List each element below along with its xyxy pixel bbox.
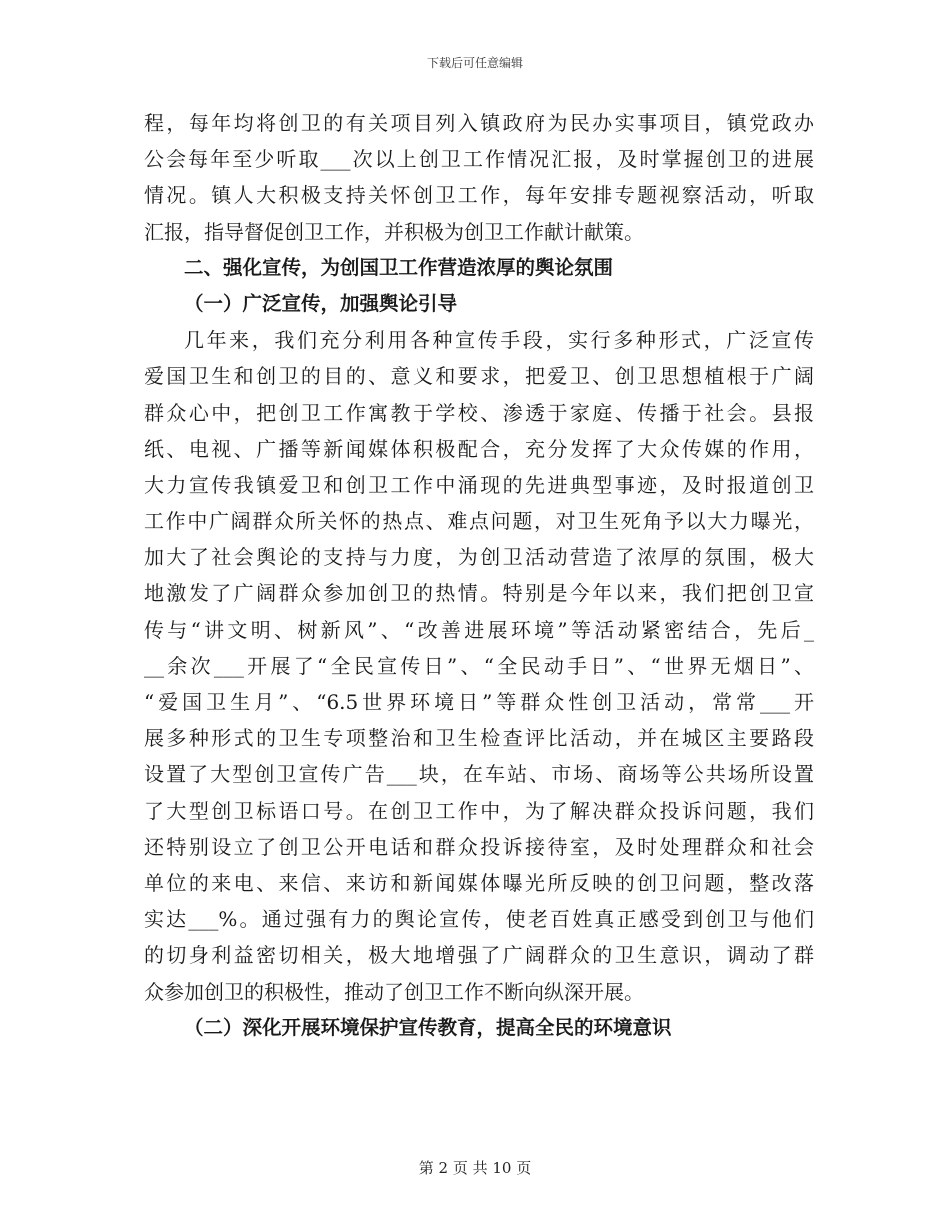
page-footer: 第 2 页 共 10 页 [418,1159,532,1177]
body-line: 传与“讲文明、树新风”、“改善进展环境”等活动紧密结合，先后_ [144,617,814,642]
body-line: 情况。镇人大积极支持关怀创卫工作，每年安排专题视察活动，听取 [144,183,814,208]
body-line: 程，每年均将创卫的有关项目列入镇政府为民办实事项目，镇党政办 [144,111,814,135]
body-line: 工作中广阔群众所关怀的热点、难点问题，对卫生死角予以大力曝光， [144,509,814,534]
body-line: 的切身利益密切相关，极大地增强了广阔群众的卫生意识，调动了群 [144,943,814,968]
body-line: 汇报，指导督促创卫工作，并积极为创卫工作献计献策。 [144,219,644,244]
body-line: 几年来，我们充分利用各种宣传手段，实行多种形式，广泛宣传 [184,328,814,353]
body-line: 群众心中，把创卫工作寓教于学校、渗透于家庭、传播于社会。县报 [144,400,814,425]
subsection-heading: （一）广泛宣传，加强舆论引导 [184,291,458,315]
body-line: 还特别设立了创卫公开电话和群众投诉接待室，及时处理群众和社会 [144,834,814,859]
body-line: 设置了大型创卫宣传广告___块，在车站、市场、商场等公共场所设置 [144,762,814,787]
document-body [144,105,814,1046]
body-line: 了大型创卫标语口号。在创卫工作中，为了解决群众投诉问题，我们 [144,798,814,823]
body-line: 大力宣传我镇爱卫和创卫工作中涌现的先进典型事迹，及时报道创卫 [144,472,814,497]
body-line: 展多种形式的卫生专项整治和卫生检查评比活动，并在城区主要路段 [144,726,814,751]
section-heading: 二、强化宣传，为创国卫工作营造浓厚的舆论氛围 [184,255,614,279]
body-line: “爱国卫生月”、“6.5世界环境日”等群众性创卫活动，常常___开 [144,690,814,714]
body-line: 加大了社会舆论的支持与力度，为创卫活动营造了浓厚的氛围，极大 [144,545,814,570]
subsection-heading: （二）深化开展环境保护宣传教育，提高全民的环境意识 [184,1015,672,1039]
page-header-note: 下载后可任意编辑 [426,56,523,70]
body-line: 实达___%。通过强有力的舆论宣传，使老百姓真正感受到创卫与他们 [144,907,814,932]
body-line: 纸、电视、广播等新闻媒体积极配合，充分发挥了大众传媒的作用， [144,436,814,461]
body-line: 单位的来电、来信、来访和新闻媒体曝光所反映的创卫问题，整改落 [144,870,814,895]
body-line: 地激发了广阔群众参加创卫的热情。特别是今年以来，我们把创卫宣 [144,581,814,606]
body-line: 爱国卫生和创卫的目的、意义和要求，把爱卫、创卫思想植根于广阔 [144,364,814,389]
body-line: 公会每年至少听取___次以上创卫工作情况汇报，及时掌握创卫的进展 [144,147,814,172]
body-line: 众参加创卫的积极性，推动了创卫工作不断向纵深开展。 [144,979,644,1004]
body-line: __余次___开展了“全民宣传日”、“全民动手日”、“世界无烟日”、 [144,653,814,678]
